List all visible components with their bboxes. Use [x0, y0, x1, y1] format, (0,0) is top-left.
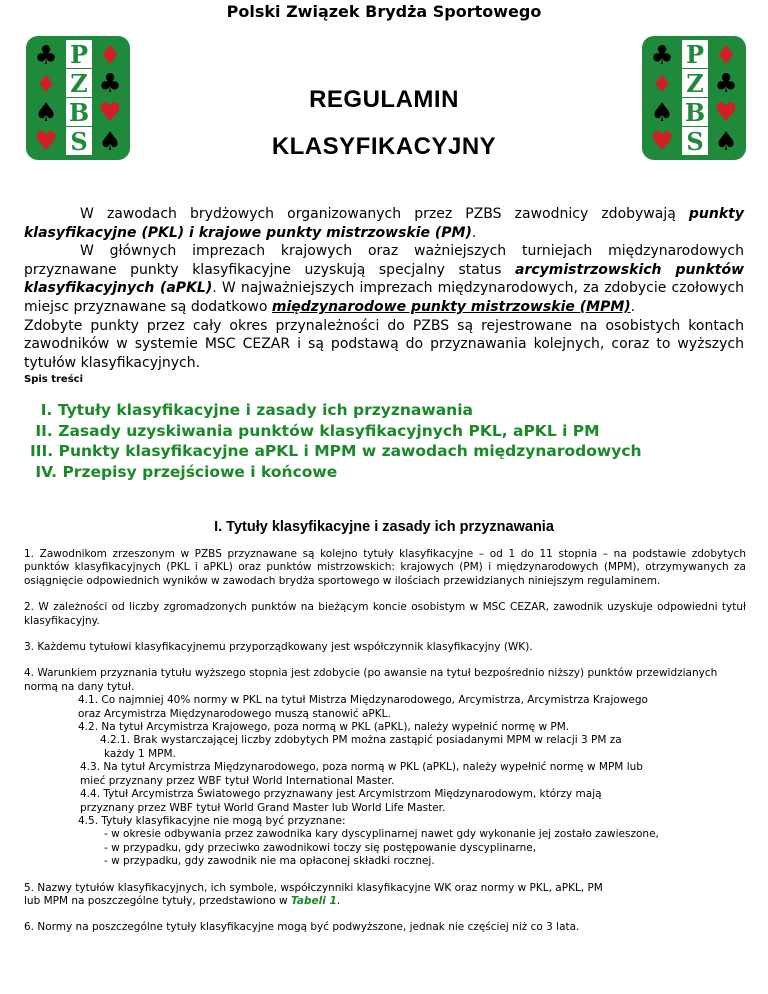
rule-2: 2. W zależności od liczby zgromadzonych punktów na bieżącym koncie osobistym w MSC CEZAR, zawodnik uzyskuje odpowiedni tytuł klasyfikacyjny.	[24, 601, 746, 627]
rule-4-text: 4. Warunkiem przyznania tytułu wyższego stopnia jest zdobycie (po awansie na tytuł bezpośrednio niższy) punktów przewidzianych normą na dany tytuł.	[24, 667, 718, 693]
rule-4-1-line2: oraz Arcymistrza Międzynarodowego muszą stanowić aPKL.	[78, 707, 391, 720]
toc-link-1[interactable]: I. Tytuły klasyfikacyjne i zasady ich przyznawania	[30, 401, 473, 419]
rule-4-2: 4.2. Na tytuł Arcymistrza Krajowego, poza normą w PKL (aPKL), należy wypełnić normę w PM.	[78, 721, 570, 734]
toc-label: Spis treści	[24, 374, 84, 385]
rule-4-3-line1: 4.3. Na tytuł Arcymistrza Międzynarodowego, poza normą w PKL (aPKL), należy wypełnić normę w MPM lub	[80, 761, 643, 774]
svg-text:♥: ♥	[714, 98, 738, 128]
svg-text:Z: Z	[686, 69, 704, 98]
rule-4-2-1-line2: każdy 1 MPM.	[104, 747, 176, 760]
svg-text:♣: ♣	[34, 41, 58, 71]
svg-text:♠: ♠	[714, 127, 738, 157]
toc-link-3[interactable]: III. Punkty klasyfikacyjne aPKL i MPM w zawodach międzynarodowych	[30, 442, 642, 460]
document-title-line1: REGULAMIN	[309, 86, 459, 113]
svg-text:♦: ♦	[35, 70, 57, 98]
intro-p2-end: .	[630, 298, 636, 315]
svg-text:♥: ♥	[34, 127, 58, 157]
intro-p1-text: W zawodach brydżowych organizowanych przez PZBS zawodnicy zdobywają	[80, 206, 689, 222]
rule-4-5-item-2: - w przypadku, gdy przeciwko zawodnikowi toczy się postępowanie dyscyplinarne,	[104, 841, 537, 854]
section-title: I. Tytuły klasyfikacyjne i zasady ich przyznawania	[214, 519, 554, 535]
intro-p2-emphasis2: międzynarodowe punkty mistrzowskie (MPM)	[271, 298, 631, 315]
intro-text	[24, 205, 744, 372]
svg-text:♦: ♦	[98, 41, 122, 71]
rule-5-line1: 5. Nazwy tytułów klasyfikacyjnych, ich symbole, współczynniki klasyfikacyjne WK oraz normy w PKL, aPKL, PM	[24, 881, 603, 894]
rule-5-text: lub MPM na poszczególne tytuły, przedstawiono w	[24, 894, 291, 907]
svg-text:S: S	[70, 127, 88, 156]
rule-6: 6. Normy na poszczególne tytuły klasyfikacyjne mogą być podwyższone, jednak nie częściej niż co 3 lata.	[24, 921, 580, 934]
rule-5-line2	[24, 895, 746, 908]
rule-5	[24, 882, 746, 909]
rule-1: 1. Zawodnikom zrzeszonym w PZBS przyznawane są kolejno tytuły klasyfikacyjne – od 1 do 11 stopnia – na podstawie zdobytych punktów klasyfikacyjnych (PKL i aPKL) oraz punktów mistrzowskich: krajowych (PM) i międzynarodowych (MPM), otrzymywanych za osiągnięcie odpowiednich wyników w zawodach brydża sportowego w ilościach przewidzianych niniejszym regulaminem.	[24, 548, 746, 587]
rule-5-end: .	[336, 894, 341, 907]
svg-text:♠: ♠	[98, 127, 122, 157]
section-body	[24, 548, 746, 935]
rule-4-2-1-line1: 4.2.1. Brak wystarczającej liczby zdobytych PM można zastąpić posiadanymi MPM w relacji 3 PM za	[100, 734, 622, 747]
svg-text:♥: ♥	[98, 98, 122, 128]
rule-4-4-line1: 4.4. Tytuł Arcymistrza Światowego przyznawany jest Arcymistrzom Międzynarodowym, którzy mają	[80, 788, 602, 801]
intro-p2-text: W głównych imprezach krajowych oraz ważniejszych turniejach międzynarodowych przyznawane punkty klasyfikacyjne uzyskują specjalny status	[24, 243, 744, 278]
organization-name: Polski Związek Brydża Sportowego	[226, 2, 542, 21]
rule-4-5: 4.5. Tytuły klasyfikacyjne nie mogą być przyznane:	[78, 814, 346, 827]
svg-text:B: B	[684, 98, 706, 127]
rule-4-3-line2: mieć przyznany przez WBF tytuł World International Master.	[80, 774, 395, 787]
table-of-contents	[30, 400, 642, 482]
intro-paragraph-3: Zdobyte punkty przez cały okres przynależności do PZBS są rejestrowane na osobistych kontach zawodników w systemie MSC CEZAR i są podstawą do przyznawania kolejnych, coraz to wyższych tytułów klasyfikacyjnych.	[24, 317, 744, 371]
svg-text:♠: ♠	[650, 98, 674, 128]
intro-p2-text2: . W najważniejszych imprezach międzynarodowych, za zdobycie czołowych miejsc przyznawane są dodatkowo	[24, 280, 744, 315]
rule-4-5-item-1: - w okresie odbywania przez zawodnika kary dyscyplinarnej nawet gdy wykonanie jej zostało zawieszone,	[104, 828, 659, 841]
toc-link-2[interactable]: II. Zasady uzyskiwania punktów klasyfikacyjnych PKL, aPKL i PM	[30, 421, 600, 440]
svg-text:♣: ♣	[98, 69, 122, 99]
rule-4-4-line2: przyznany przez WBF tytuł World Grand Master lub World Life Master.	[80, 801, 446, 814]
svg-text:S: S	[686, 127, 704, 156]
svg-text:♣: ♣	[650, 41, 674, 71]
intro-p2-emphasis: arcymistrzowskich punktów klasyfikacyjnych (aPKL)	[24, 261, 744, 297]
table-1-link[interactable]: Tabeli 1	[290, 894, 337, 907]
svg-text:♠: ♠	[34, 98, 58, 128]
toc-link-4[interactable]: IV. Przepisy przejściowe i końcowe	[30, 462, 338, 481]
intro-paragraph-1	[24, 205, 744, 242]
rule-4-1-line1: 4.1. Co najmniej 40% normy w PKL na tytuł Mistrza Międzynarodowego, Arcymistrza, Arcymistrza Krajowego	[78, 694, 648, 707]
svg-text:♥: ♥	[650, 127, 674, 157]
document-title-line2: KLASYFIKACYJNY	[271, 133, 497, 160]
intro-p1-end: .	[471, 224, 477, 241]
svg-text:♦: ♦	[714, 41, 738, 71]
svg-text:B: B	[68, 98, 90, 127]
intro-p1-emphasis: punkty klasyfikacyjne (PKL) i krajowe punkty mistrzowskie (PM)	[24, 206, 744, 241]
svg-text:♣: ♣	[714, 69, 738, 99]
svg-text:♦: ♦	[651, 70, 673, 98]
rule-4-5-item-3: - w przypadku, gdy zawodnik nie ma opłaconej składki rocznej.	[104, 855, 435, 868]
svg-text:Z: Z	[70, 69, 88, 98]
rule-3: 3. Każdemu tytułowi klasyfikacyjnemu przyporządkowany jest współczynnik klasyfikacyjny (WK).	[24, 641, 533, 654]
svg-text:P: P	[685, 40, 705, 69]
intro-paragraph-2	[24, 242, 744, 316]
rule-4	[24, 667, 746, 868]
svg-text:P: P	[69, 40, 89, 69]
